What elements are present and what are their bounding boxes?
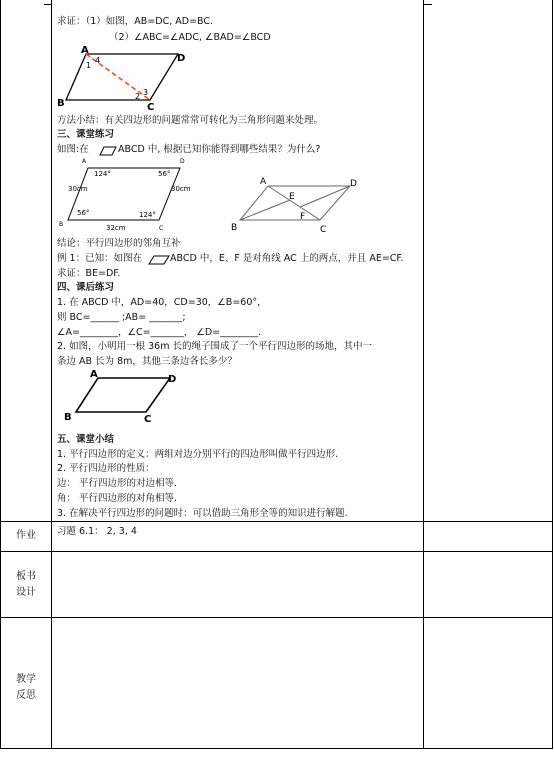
table-divider-notes <box>423 0 424 749</box>
parallelogram-figure-1 <box>56 42 196 114</box>
point-label-e: E <box>289 192 295 202</box>
table-row-line-1 <box>0 521 553 522</box>
prove-line-2: （2）∠ABC=∠ADC, ∠BAD=∠BCD <box>109 32 271 43</box>
table-border-left <box>0 0 1 749</box>
parallelogram-abcd-field <box>76 378 170 412</box>
prove-line-1: 求证：（1）如图，AB=DC, AD=BC. <box>57 16 214 27</box>
vertex-label-d: D <box>177 53 186 64</box>
section-4-heading: 四、课后练习 <box>57 282 115 293</box>
vertex-label-d: D <box>180 158 185 165</box>
board-design-label-2: 设计 <box>16 587 36 598</box>
example-1-prefix: 例 1：已知：如图在 <box>57 253 143 264</box>
summary-line-2: 2. 平行四边形的性质： <box>57 463 155 474</box>
parallelogram-figure-3 <box>228 172 368 236</box>
vertex-label-a: A <box>82 158 87 165</box>
point-label-f: F <box>300 212 306 222</box>
parallelogram-abcd-diagonal <box>240 186 350 220</box>
table-border-right <box>552 0 553 749</box>
crop-mark <box>44 4 52 5</box>
board-design-label-1: 板书 <box>16 571 36 582</box>
conclusion: 结论：平行四边形的邻角互补 <box>57 238 181 249</box>
example-1-prove: 求证：BE=DF. <box>57 268 121 279</box>
summary-line-4: 角： 平行四边形的对角相等. <box>57 493 178 504</box>
section-3-question: ABCD 中, 根据已知你能得到哪些结果？为什么? <box>118 144 321 155</box>
exercise-1-line-3: ∠A=________，∠C=_______， ∠D=________. <box>57 327 262 338</box>
vertex-label-b: B <box>59 221 64 228</box>
summary-line-1: 1. 平行四边形的定义：两组对边分别平行的四边形叫做平行四边形. <box>57 449 339 460</box>
side-label-left: 30cm <box>68 185 88 193</box>
table-border-bottom <box>0 748 553 749</box>
angle-label-top-left: 124° <box>94 170 111 178</box>
section-3-heading: 三、课堂练习 <box>57 129 115 140</box>
vertex-label-c: C <box>144 414 152 425</box>
teaching-reflection-label-1: 教学 <box>16 674 36 685</box>
summary-line-5: 3. 在解决平行四边形的问题时：可以借助三角形全等的知识进行解题. <box>57 508 348 519</box>
homework-label: 作业 <box>16 530 36 541</box>
angle-label-top-right: 56° <box>158 170 171 178</box>
vertex-label-b: B <box>231 223 238 233</box>
parallelogram-figure-4 <box>58 364 188 426</box>
parallelogram-figure-2 <box>56 152 191 232</box>
side-label-bottom: 32cm <box>106 224 126 232</box>
exercise-2-line-1: 2. 如图，小明用一根 36m 长的绳子围成了一个平行四边形的场地，其中一 <box>57 341 372 352</box>
example-1-statement: ABCD 中，E、F 是对角线 AC 上的两点，并且 AE=CF. <box>170 253 404 264</box>
vertex-label-b: B <box>64 412 72 423</box>
section-3-question-prefix: 如图:在 <box>57 144 89 155</box>
method-summary: 方法小结：有关四边形的问题常常可转化为三角形问题来处理。 <box>57 115 324 126</box>
section-5-heading: 五、课堂小结 <box>57 434 115 445</box>
exercise-2-line-2: 条边 AB 长为 8m，其他三条边各长多少？ <box>57 356 237 367</box>
parallelogram-symbol-icon <box>148 255 170 265</box>
summary-line-3: 边： 平行四边形的对边相等. <box>57 478 178 489</box>
side-label-right: 30cm <box>171 185 191 193</box>
angle-label-bottom-right: 124° <box>139 211 156 219</box>
exercise-1-line-1: 1. 在 ABCD 中，AD=40，CD=30，∠B=60°， <box>57 297 267 308</box>
angle-label-1: 1 <box>86 61 92 70</box>
vertex-label-a: A <box>260 177 267 187</box>
table-row-line-3 <box>0 617 553 618</box>
angle-label-2: 2 <box>135 92 141 101</box>
table-divider-label <box>51 0 52 749</box>
vertex-label-d: D <box>350 179 357 189</box>
angle-label-3: 3 <box>143 88 149 97</box>
teaching-reflection-label-2: 反思 <box>16 690 36 701</box>
segment-df <box>300 186 350 207</box>
table-row-line-2 <box>0 551 553 552</box>
segment-be <box>240 200 290 220</box>
vertex-label-c: C <box>159 225 164 232</box>
vertex-label-b: B <box>57 98 65 109</box>
parallelogram-abcd <box>66 54 178 100</box>
crop-mark <box>424 4 432 5</box>
vertex-label-c: C <box>147 102 155 113</box>
exercise-1-line-2: 则 BC=______ ;AB= _______; <box>57 312 186 323</box>
vertex-label-a: A <box>90 369 98 380</box>
vertex-label-c: C <box>320 225 327 235</box>
vertex-label-a: A <box>81 45 89 56</box>
angle-label-bottom-left: 56° <box>77 209 90 217</box>
angle-label-4: 4 <box>95 56 101 65</box>
homework-text: 习题 6.1： 2, 3, 4 <box>57 526 137 537</box>
vertex-label-d: D <box>168 374 177 385</box>
